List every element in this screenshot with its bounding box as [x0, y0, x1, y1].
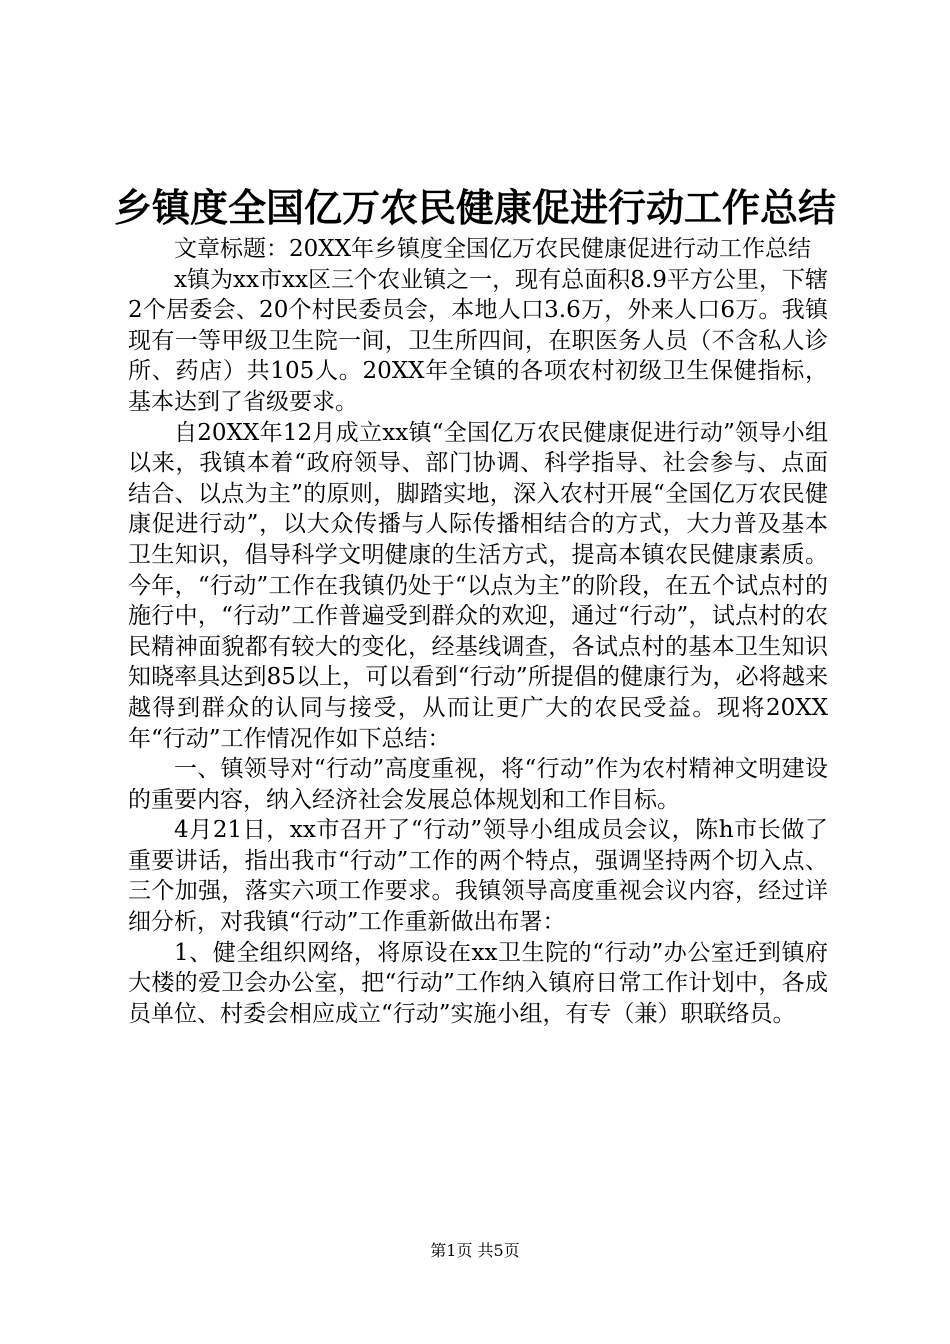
paragraph-meeting: 4月21日，xx市召开了“行动”领导小组成员会议，陈h市长做了重要讲话，指出我市“行动”工作的两个特点，强调坚持两个切入点、三个加强，落实六项工作要求。我镇领导高度重视会议内容，经过详细分析，对我镇“行动”工作重新做出布署： [128, 817, 828, 936]
page-number-footer: 第1页 共5页 [430, 1241, 520, 1260]
paragraph-section-one: 一、镇领导对“行动”高度重视，将“行动”作为农村精神文明建设的重要内容，纳入经济社会发展总体规划和工作目标。 [128, 756, 828, 813]
paragraph-organization-network: 1、健全组织网络，将原设在xx卫生院的“行动”办公室迁到镇府大楼的爱卫会办公室，把“行动”工作纳入镇府日常工作计划中，各成员单位、村委会相应成立“行动”实施小组，有专（兼）职联络员。 [128, 939, 828, 1027]
document-body [128, 234, 828, 1029]
document-title: 乡镇度全国亿万农民健康促进行动工作总结 [113, 186, 836, 230]
paragraph-article-title: 文章标题：20XX年乡镇度全国亿万农民健康促进行动工作总结 [174, 236, 812, 262]
paragraph-town-overview: x镇为xx市xx区三个农业镇之一，现有总面积8.9平方公里，下辖2个居委会、20个村民委员会，本地人口3.6万，外来人口6万。我镇现有一等甲级卫生院一间，卫生所四间，在职医务人员（不含私人诊所、药店）共105人。20XX年全镇的各项农村初级卫生保健指标，基本达到了省级要求。 [128, 266, 828, 415]
paragraph-action-summary: 自20XX年12月成立xx镇“全国亿万农民健康促进行动”领导小组以来，我镇本着“政府领导、部门协调、科学指导、社会参与、点面结合、以点为主”的原则，脚踏实地，深入农村开展“全国亿万农民健康促进行动”，以大众传播与人际传播相结合的方式，大力普及基本卫生知识，倡导科学文明健康的生活方式，提高本镇农民健康素质。今年，“行动”工作在我镇仍处于“以点为主”的阶段，在五个试点村的施行中，“行动”工作普遍受到群众的欢迎，通过“行动”，试点村的农民精神面貌都有较大的变化，经基线调查，各试点村的基本卫生知识知晓率具达到85以上，可以看到“行动”所提倡的健康行为，必将越来越得到群众的认同与接受，从而让更广大的农民受益。现将20XX年“行动”工作情况作如下总结： [128, 419, 828, 752]
